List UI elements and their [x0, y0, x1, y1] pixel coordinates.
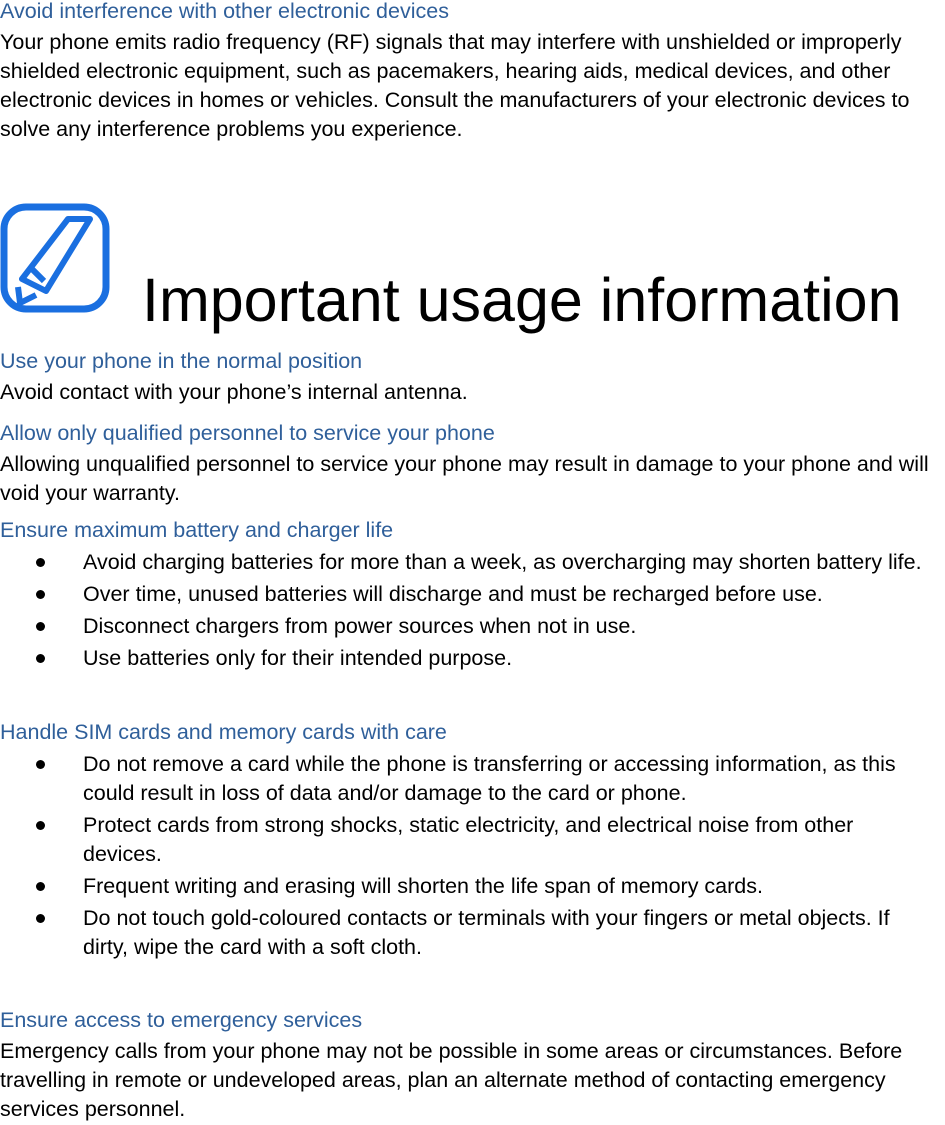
section-heading: Avoid interference with other electronic devices [0, 0, 449, 23]
bullet-icon [36, 622, 45, 631]
bullet-list [0, 750, 945, 962]
section-heading: Use your phone in the normal position [0, 349, 363, 373]
list-item [0, 750, 923, 808]
section-normal-position [0, 349, 945, 407]
pen-note-icon [0, 203, 110, 313]
section-heading: Ensure access to emergency services [0, 1008, 363, 1032]
bullet-icon [36, 558, 45, 567]
section-heading: Handle SIM cards and memory cards with care [0, 720, 447, 744]
list-item [0, 612, 945, 641]
list-item-text: Frequent writing and erasing will shorten the life span of memory cards. [83, 874, 763, 898]
page-title: Important usage information [142, 266, 902, 334]
section-emergency [0, 1008, 945, 1124]
section-qualified-personnel [0, 421, 945, 508]
bullet-icon [36, 914, 45, 923]
bullet-icon [36, 590, 45, 599]
section-cards [0, 720, 945, 965]
list-item-text: Disconnect chargers from power sources when not in use. [83, 614, 637, 638]
bullet-icon [36, 882, 45, 891]
section-body: Avoid contact with your phone’s internal antenna. [0, 380, 468, 404]
section-heading: Allow only qualified personnel to service your phone [0, 421, 495, 445]
section-interference [0, 0, 945, 144]
list-item-text: Do not remove a card while the phone is transferring or accessing information, as this could result in loss of data and/or damage to the card or phone. [83, 752, 896, 805]
list-item [0, 580, 945, 609]
list-item-text: Use batteries only for their intended purpose. [83, 646, 513, 670]
section-body: Emergency calls from your phone may not be possible in some areas or circumstances. Before travelling in remote or undeveloped areas, plan an alternate method of contacting emergency services personnel. [0, 1039, 903, 1121]
bullet-icon [36, 654, 45, 663]
list-item-text: Do not touch gold-coloured contacts or terminals with your fingers or metal objects. If dirty, wipe the card with a soft cloth. [83, 906, 890, 959]
list-item [0, 644, 945, 673]
list-item [0, 872, 945, 901]
list-item-text: Avoid charging batteries for more than a week, as overcharging may shorten battery life. [83, 550, 922, 574]
section-body: Your phone emits radio frequency (RF) signals that may interfere with unshielded or improperly shielded electronic equipment, such as pacemakers, hearing aids, medical devices, and other electronic devices in homes or vehicles. Consult the manufacturers of your electronic devices to solve any interference problems you experience. [0, 30, 910, 141]
list-item-text: Protect cards from strong shocks, static electricity, and electrical noise from other devices. [83, 813, 854, 866]
list-item [0, 904, 923, 962]
bullet-list [0, 548, 945, 673]
section-battery [0, 518, 945, 676]
bullet-icon [36, 821, 45, 830]
bullet-icon [36, 760, 45, 769]
section-heading: Ensure maximum battery and charger life [0, 518, 394, 542]
section-body: Allowing unqualified personnel to service your phone may result in damage to your phone and will void your warranty. [0, 452, 929, 505]
chapter-title-row [0, 203, 945, 333]
list-item-text: Over time, unused batteries will discharge and must be recharged before use. [83, 582, 823, 606]
list-item [0, 548, 938, 577]
list-item [0, 811, 923, 869]
